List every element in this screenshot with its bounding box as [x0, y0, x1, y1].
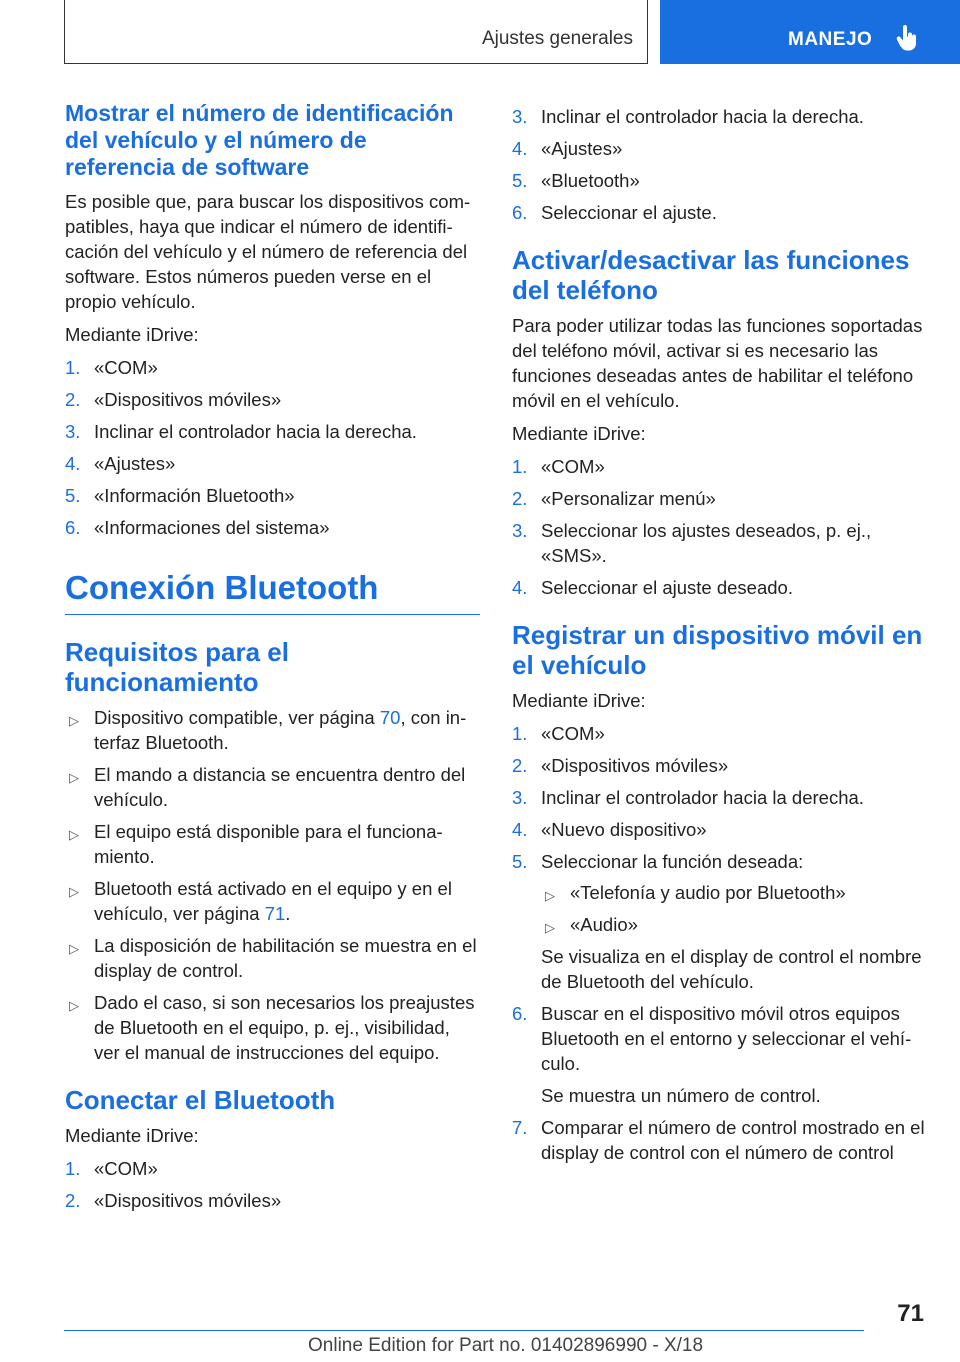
list-item: 4. Seleccionar el ajuste deseado. — [512, 577, 793, 598]
list-item: 4. «Nuevo dispositivo» — [512, 819, 707, 840]
left-column — [65, 100, 480, 1221]
list-item: ▷ El mando a distancia se encuentra dentro del vehículo. — [69, 764, 466, 810]
list-item: 7. Comparar el número de control mostrado en el display de control con el número de control — [512, 1117, 925, 1163]
list-item: 1. «COM» — [65, 357, 158, 378]
list-item: 4. «Ajustes» — [512, 138, 623, 159]
list-item: ▷ «Audio» — [541, 912, 927, 937]
vin-body: Es posible que, para buscar los dispositivos compatibles, haya que indicar el número de identificación del vehículo y el número de referencia del software. Estos números pueden verse en el propio vehículo. — [65, 191, 471, 312]
list-item: 6. Seleccionar el ajuste. — [512, 202, 717, 223]
register-device-title: Registrar un dispositivo móvil en el vehículo — [512, 620, 923, 680]
connect-idrive-label: Mediante iDrive: — [65, 1125, 199, 1146]
triangle-bullet-icon: ▷ — [545, 888, 555, 903]
page-link[interactable]: 70 — [379, 707, 401, 728]
register-steps-list — [512, 721, 927, 1165]
vin-section-title: Mostrar el número de identificación del vehículo y el número de referencia de software — [65, 100, 454, 180]
list-item: 5. «Bluetooth» — [512, 170, 640, 191]
list-item: 3. Seleccionar los ajustes deseados, p. ej., «SMS». — [512, 520, 872, 566]
list-item: 4. «Ajustes» — [65, 453, 176, 474]
connect-steps-list — [65, 1156, 480, 1213]
phone-functions-title: Activar/desactivar las funciones del teléfono — [512, 245, 910, 305]
requirements-list — [65, 705, 480, 1065]
triangle-bullet-icon: ▷ — [69, 770, 79, 785]
connect-bluetooth-title: Conectar el Bluetooth — [65, 1085, 336, 1115]
list-item: 3. Inclinar el controlador hacia la derecha. — [512, 787, 864, 808]
vin-steps-list — [65, 355, 480, 540]
list-item: 1. «COM» — [512, 456, 605, 477]
list-item: 5. «Información Bluetooth» — [65, 485, 295, 506]
right-column — [512, 104, 927, 1173]
list-item: 2. «Dispositivos móviles» — [512, 755, 729, 776]
step-note: Se muestra un número de control. — [541, 1085, 821, 1106]
triangle-bullet-icon: ▷ — [69, 827, 79, 842]
list-item: 5. Seleccionar la función deseada: ▷ «Telefonía y audio por Bluetooth» ▷ «Audio» Se visualiza en el display de control el nombre de Bluetooth del vehículo. — [512, 849, 927, 994]
step-note: Se visualiza en el display de control el nombre de Bluetooth del vehículo. — [541, 946, 922, 992]
list-item: 6. Buscar en el dispositivo móvil otros equipos Bluetooth en el entorno y seleccionar el vehículo. Se muestra un número de control. — [512, 1001, 927, 1108]
list-item: ▷ Dado el caso, si son necesarios los preajustes de Bluetooth en el equipo, p. ej., visibilidad, ver el manual de instrucciones del equipo. — [69, 992, 475, 1063]
header-tab-manejo[interactable] — [660, 0, 960, 64]
footer-divider — [64, 1330, 864, 1331]
list-item: 6. «Informaciones del sistema» — [65, 517, 330, 538]
register-idrive-label: Mediante iDrive: — [512, 690, 646, 711]
triangle-bullet-icon: ▷ — [69, 941, 79, 956]
list-item: 1. «COM» — [65, 1158, 158, 1179]
phone-functions-body: Para poder utilizar todas las funciones soportadas del teléfono móvil, activar si es necesario las funciones deseadas antes de habilitar el teléfono móvil en el vehículo. — [512, 315, 923, 411]
list-item: ▷ El equipo está disponible para el funcionamiento. — [69, 821, 443, 867]
phone-steps-list — [512, 454, 927, 600]
list-item: ▷ Dispositivo compatible, ver página 70, con interfaz Bluetooth. — [69, 707, 467, 753]
triangle-bullet-icon: ▷ — [69, 713, 79, 728]
header-tab-label: MANEJO — [788, 29, 873, 50]
triangle-bullet-icon: ▷ — [545, 920, 555, 935]
phone-idrive-label: Mediante iDrive: — [512, 423, 646, 444]
function-options-list — [541, 880, 927, 937]
list-item: 2. «Dispositivos móviles» — [65, 389, 282, 410]
list-item: 3. Inclinar el controlador hacia la derecha. — [65, 421, 417, 442]
header-section-title: Ajustes generales — [481, 28, 633, 49]
header-section-box — [64, 0, 648, 64]
hand-pointer-icon — [896, 25, 920, 53]
connect-steps-continued — [512, 104, 927, 225]
vin-idrive-label: Mediante iDrive: — [65, 324, 199, 345]
page-number: 71 — [897, 1300, 924, 1327]
requirements-title: Requisitos para el funcionamiento — [65, 637, 289, 697]
list-item: ▷ Bluetooth está activado en el equipo y en el vehículo, ver página 71. — [69, 878, 452, 924]
list-item: 2. «Dispositivos móviles» — [65, 1190, 282, 1211]
page-link[interactable]: 71 — [264, 903, 286, 924]
edition-footer: Online Edition for Part no. 01402896990 - X/18 — [308, 1335, 704, 1356]
bluetooth-chapter-title: Conexión Bluetooth — [65, 568, 480, 615]
list-item: 2. «Personalizar menú» — [512, 488, 716, 509]
list-item: 3. Inclinar el controlador hacia la derecha. — [512, 106, 864, 127]
triangle-bullet-icon: ▷ — [69, 998, 79, 1013]
list-item: ▷ «Telefonía y audio por Bluetooth» — [541, 880, 927, 905]
list-item: ▷ La disposición de habilitación se muestra en el display de control. — [69, 935, 477, 981]
list-item: 1. «COM» — [512, 723, 605, 744]
triangle-bullet-icon: ▷ — [69, 884, 79, 899]
